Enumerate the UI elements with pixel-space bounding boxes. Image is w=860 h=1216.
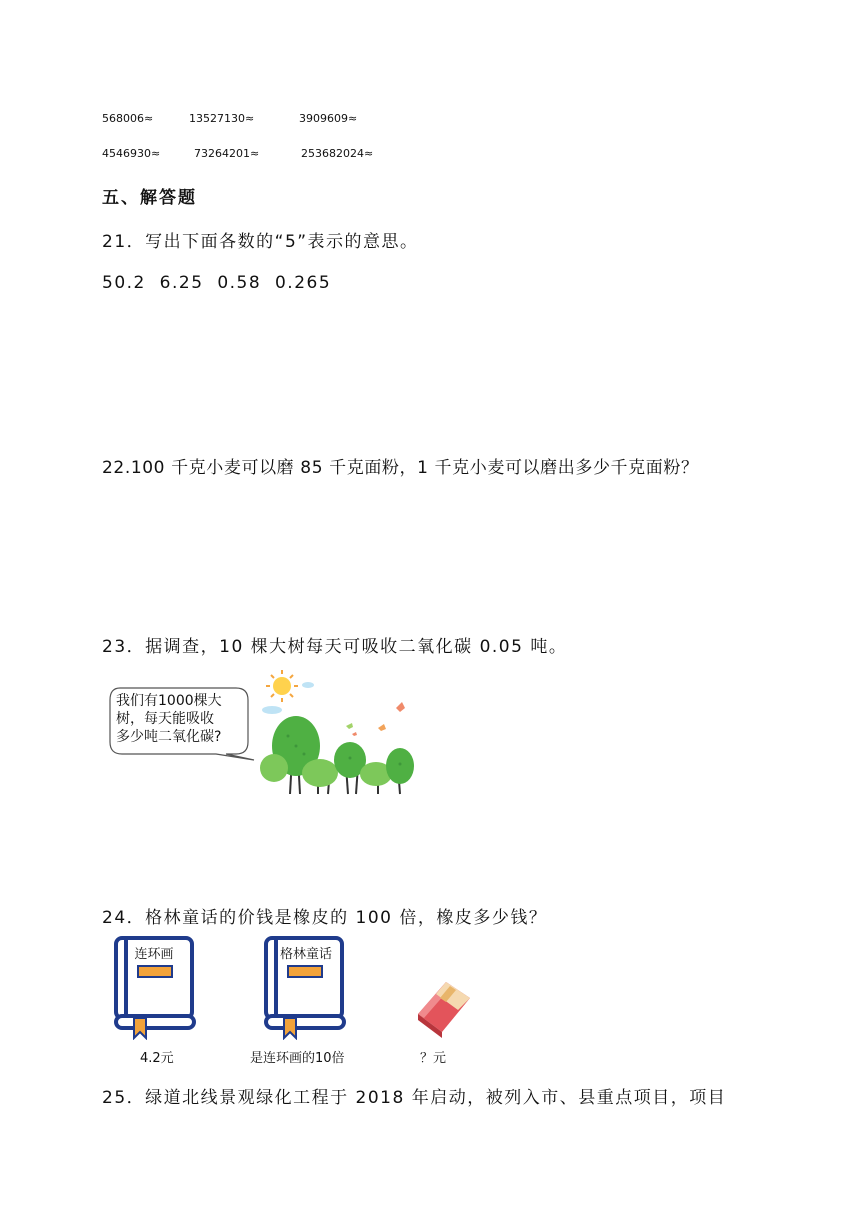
question-21: 21．写出下面各数的“5”表示的意思。 bbox=[102, 232, 419, 252]
cloud-icon bbox=[302, 682, 314, 688]
tree-icon bbox=[386, 748, 414, 784]
speech-bubble bbox=[108, 686, 258, 766]
book-grimm-caption: 是连环画的10倍 bbox=[250, 1051, 345, 1066]
question-25: 25．绿道北线景观绿化工程于 2018 年启动，被列入市、县重点项目，项目 bbox=[102, 1088, 727, 1108]
bird-icon bbox=[378, 724, 386, 731]
bubble-line-1: 我们有1000棵大 bbox=[116, 693, 222, 709]
trees-illustration bbox=[258, 668, 418, 798]
book-comic-title: 连环画 bbox=[134, 947, 174, 962]
eraser-price: ？元 bbox=[420, 1051, 447, 1066]
question-22: 22.100 千克小麦可以磨 85 千克面粉，1 千克小麦可以磨出多少千克面粉？ bbox=[102, 458, 699, 478]
bird-icon bbox=[396, 702, 405, 712]
bird-icon bbox=[352, 732, 357, 736]
estimate-5: 73264201≈ bbox=[194, 147, 260, 160]
estimate-1: 568006≈ bbox=[102, 112, 154, 125]
question-24: 24．格林童话的价钱是橡皮的 100 倍，橡皮多少钱？ bbox=[102, 908, 548, 928]
eraser-icon bbox=[412, 974, 474, 1040]
estimate-2: 13527130≈ bbox=[189, 112, 255, 125]
question-23: 23．据调查，10 棵大树每天可吸收二氧化碳 0.05 吨。 bbox=[102, 637, 568, 657]
book-grimm-title: 格林童话 bbox=[279, 947, 332, 962]
book-grimm bbox=[264, 936, 346, 1040]
section-heading: 五、解答题 bbox=[102, 188, 197, 208]
estimate-3: 3909609≈ bbox=[299, 112, 358, 125]
book-comic-price: 4.2元 bbox=[140, 1051, 174, 1066]
bird-icon bbox=[346, 723, 353, 729]
question-21-numbers: 50.2 6.25 0.58 0.265 bbox=[102, 273, 332, 293]
book-comic bbox=[114, 936, 196, 1040]
bubble-line-3: 多少吨二氧化碳? bbox=[116, 729, 222, 745]
tree-icon bbox=[302, 759, 338, 787]
bubble-line-2: 树，每天能吸收 bbox=[116, 711, 214, 727]
sun-icon bbox=[266, 670, 298, 702]
estimate-6: 253682024≈ bbox=[301, 147, 374, 160]
estimate-4: 4546930≈ bbox=[102, 147, 161, 160]
cloud-icon bbox=[262, 706, 282, 714]
tree-icon bbox=[260, 754, 288, 782]
